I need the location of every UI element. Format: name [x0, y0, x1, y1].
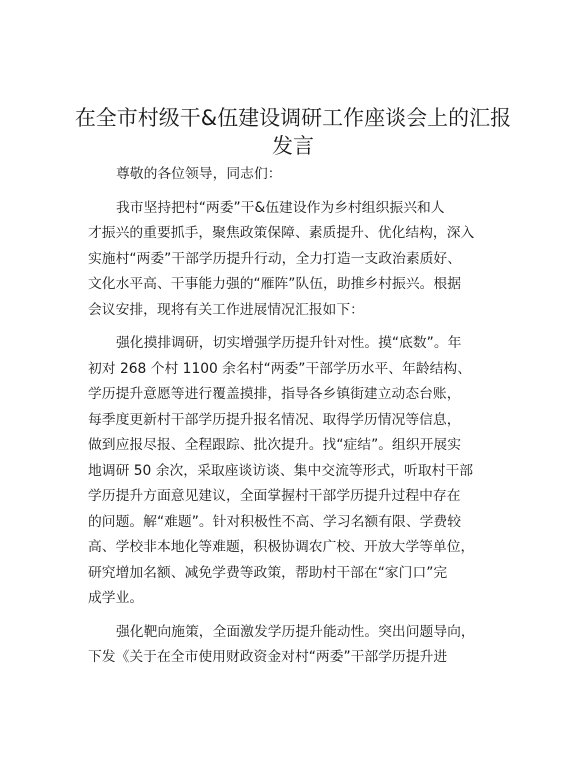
paragraph-line: 初对 268 个村 1100 余名村“两委”干部学历水平、年龄结构、 [88, 360, 472, 377]
document-title-line-1: 在全市村级干&伍建设调研工作座谈会上的汇报 [74, 106, 512, 130]
paragraph-line: 强化靶向施策，全面激发学历提升能动性。突出问题导向， [116, 623, 475, 640]
paragraph-line: 做到应报尽报、全程跟踪、批次提升。找“症结”。组织开展实 [88, 437, 462, 453]
paragraph-line: 成学业。 [88, 590, 144, 606]
paragraph-line: 每季度更新村干部学历提升报名情况、取得学历情况等信息， [88, 411, 461, 428]
paragraph-1 [88, 196, 508, 324]
document-title-line-2: 发言 [272, 134, 314, 158]
paragraph-line: 的问题。解“难题”。针对积极性不高、学习名额有限、学费较 [88, 513, 462, 530]
paragraph-line: 学历提升意愿等进行覆盖摸排，指导各乡镇街建立动态台账， [88, 386, 461, 402]
paragraph-line: 下发《关于在全市使用财政资金对村“两委”干部学历提升进 [88, 649, 448, 665]
paragraph-line: 研究增加名额、减免学费等政策，帮助村干部在“家门口”完 [88, 564, 448, 581]
paragraph-line: 实施村“两委”干部学历提升行动，全力打造一支政治素质好、 [88, 250, 462, 267]
paragraph-line: 强化摸排调研，切实增强学历提升针对性。摸“底数”。年 [116, 335, 462, 351]
paragraph-2 [88, 331, 508, 612]
paragraph-line: 高、学校非本地化等难题，积极协调农广校、开放大学等单位， [88, 539, 475, 555]
paragraph-line: 学历提升方面意见建议，全面掌握村干部学历提升过程中存在 [88, 488, 461, 504]
paragraph-line: 才振兴的重要抓手，聚焦政策保障、素质提升、优化结构，深入 [88, 225, 475, 241]
paragraph-line: 会议安排，现将有关工作进展情况汇报如下： [88, 301, 364, 318]
paragraph-3 [88, 620, 508, 671]
paragraph-line: 我市坚持把村“两委”干&伍建设作为乡村组织振兴和人 [116, 199, 445, 216]
paragraph-line: 地调研 50 余次，采取座谈访谈、集中交流等形式，听取村干部 [88, 462, 474, 479]
paragraph-line: 文化水平高、干事能力强的“雁阵”队伍，助推乡村振兴。根据 [88, 276, 462, 292]
salutation: 尊敬的各位领导，同志们： [116, 166, 282, 182]
document-body [88, 162, 508, 671]
